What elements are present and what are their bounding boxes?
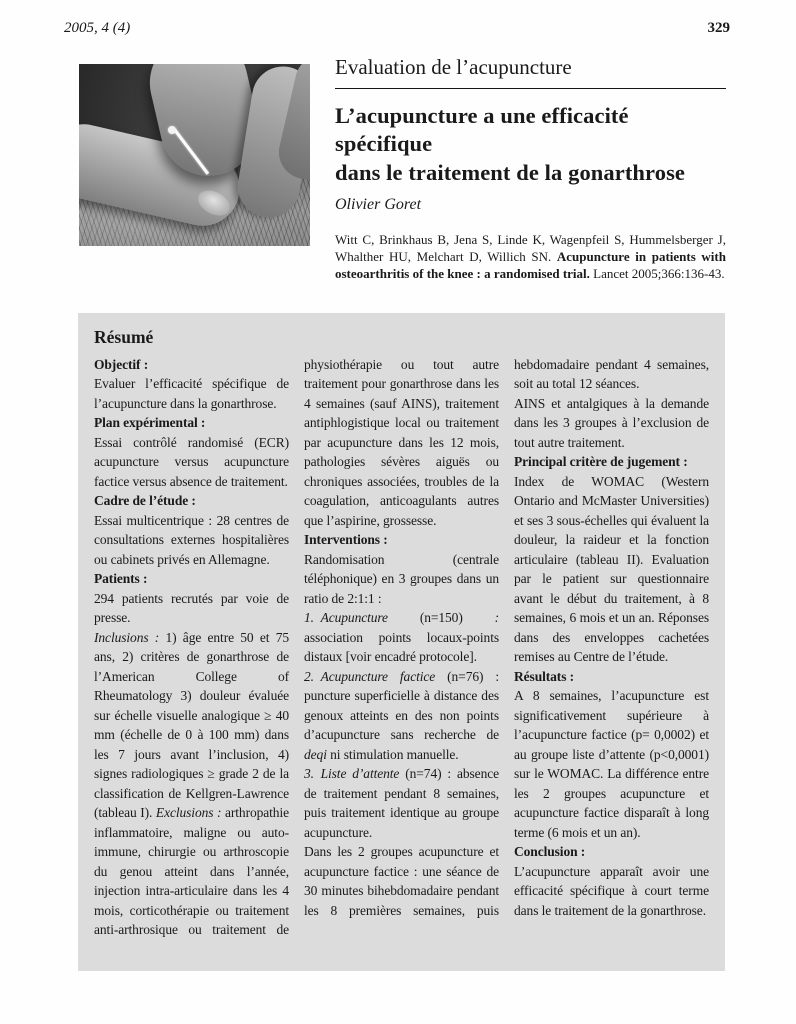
- resume-section-label: [514, 842, 709, 862]
- title-block: [335, 55, 726, 283]
- resume-section-label: [514, 667, 709, 687]
- title-rule: [335, 88, 726, 89]
- text-run: Randomisation (centrale téléphonique) en 3 groupes dans un ratio de 2:1:1 :: [304, 551, 499, 606]
- resume-paragraph: [94, 511, 289, 570]
- resume-section-label: [304, 530, 499, 550]
- text-run: A 8 semaines, l’acupuncture est significativement supérieure à l’acupuncture factice (p= 0,0002) et au groupe liste d’attente (p<0,0001) sur le WOMAC. La différence entre les 2 groupes acupuncture et acupuncture factice disparaît à long terme (6 mois et un an).: [514, 688, 709, 840]
- text-run: Essai contrôlé randomisé (ECR) acupuncture versus acupuncture factice versus absence de traitement.: [94, 434, 289, 489]
- acupuncture-needle-head-icon: [168, 126, 176, 134]
- text-run: Interventions :: [304, 532, 388, 547]
- text-run: Witt C, Brinkhaus B, Jena S, Linde K, Wagenpfeil S, Hummelsberger J, Whalther HU, Melchart D, Willich SN.: [335, 232, 726, 265]
- page-number: 329: [707, 20, 730, 36]
- resume-paragraph: [514, 686, 709, 842]
- resume-paragraph: [304, 667, 499, 765]
- resume-section-label: [94, 491, 289, 511]
- resume-paragraph: [94, 374, 289, 413]
- author-name: Olivier Goret: [335, 196, 422, 214]
- resume-columns: [94, 355, 709, 955]
- article-title: [335, 102, 726, 187]
- page-header: [0, 0, 796, 37]
- text-run: 3. Liste d’attente: [304, 766, 406, 781]
- article-title-line2: dans le traitement de la gonarthrose: [335, 159, 686, 185]
- resume-paragraph: [94, 589, 289, 628]
- text-run: Evaluer l’efficacité spécifique de l’acupuncture dans la gonarthrose.: [94, 376, 289, 411]
- resume-paragraph: [304, 764, 499, 842]
- resume-paragraph: [304, 550, 499, 609]
- journal-issue-ref: 2005, 4 (4): [64, 20, 131, 36]
- text-run: Résultats :: [514, 668, 575, 684]
- text-run: ni stimulation manuelle.: [326, 746, 459, 762]
- text-run: Cadre de l’étude :: [94, 493, 196, 508]
- citation-reference: [335, 231, 726, 282]
- article-title-line1: L’acupuncture a une efficacité spécifique: [335, 103, 629, 157]
- text-run: 2. Acupuncture factice: [304, 668, 448, 684]
- text-run: Conclusion :: [514, 844, 586, 859]
- section-title: Evaluation de l’acupuncture: [335, 55, 572, 79]
- text-run: Lancet 2005;366:136-43.: [593, 266, 725, 282]
- text-run: 1) âge entre 50 et 75 ans, 2) critères de gonarthrose de l’American College of Rheumatology 3) douleur évaluée sur échelle visuelle analogique ≥ 40 mm (échelle de 0 à 100 mm) dans les 7 jours avant l’inclusion, 4) signes radiologiques ≥ grade 2 de la classification de Kellgren-Lawrence (tableau I).: [94, 629, 289, 820]
- acupuncture-photo: [79, 64, 310, 246]
- resume-paragraph: [514, 862, 709, 921]
- text-run: arthropathie inflammatoire, maligne ou auto-immune, chirurgie ou arthroscopie du genou atteint dans l’année, injection intra-articulaire dans les 4 mois, corticothérapie ou traitement anti-arthrosique ou traitement de physiothérapie ou tout autre traitement pour gonarthrose dans les 4 semaines (sauf AINS), traitement antiphlogistique local ou traitement par acupuncture dans les 12 mois, pathologies sévères aiguës ou chroniques associées, troubles de la coagulation, anticoagulants autres que l’aspirine, grossesse.: [94, 356, 499, 937]
- text-run: Principal critère de jugement :: [514, 454, 688, 469]
- text-run: deqi: [304, 746, 327, 762]
- text-run: Dans les 2 groupes acupuncture et acupuncture factice : une séance de 30 minutes bihebdomadaire pendant les 8 premières semaines, puis hebdomadaire pendant 4 semaines, soit au total 12 séances.: [304, 356, 709, 918]
- text-run: Plan expérimental :: [94, 415, 206, 430]
- text-run: Objectif :: [94, 356, 149, 372]
- text-run: 294 patients recrutés par voie de presse.: [94, 590, 289, 625]
- resume-paragraph: [514, 472, 709, 667]
- text-run: Index de WOMAC (Western Ontario and McMaster Universities) et ses 3 sous-échelles qui évaluent la douleur, la raideur et la fonction articulaire (tableau II). Evaluation par le patient sur questionnaire avant le début du traitement, à 8 semaines, 6 mois et un an. Réponses dans des enveloppes cachetées remises au Centre de l’étude.: [514, 473, 709, 664]
- text-run: (n=74) : absence de traitement pendant 8 semaines, puis traitement identique au groupe acupuncture.: [304, 766, 500, 840]
- text-run: Inclusions :: [94, 629, 166, 645]
- resume-box: [78, 313, 725, 971]
- text-run: (n=76) : puncture superficielle à distance des genoux atteints en des non points d’acupuncture sans recherche de: [304, 668, 499, 742]
- article-header-section: [79, 55, 726, 283]
- text-run: association points locaux-points distaux [voir encadré protocole].: [304, 629, 499, 664]
- resume-section-label: [94, 413, 289, 433]
- text-run: Exclusions :: [155, 805, 225, 820]
- resume-section-label: [514, 452, 709, 472]
- resume-heading: Résumé: [94, 326, 154, 347]
- text-run: AINS et antalgiques à la demande dans les 3 groupes à l’exclusion de tout autre traitement.: [514, 395, 709, 450]
- text-run: Essai multicentrique : 28 centres de consultations externes hospitalières ou cabinets privés en Allemagne.: [94, 512, 289, 567]
- text-run: :: [494, 610, 499, 625]
- resume-paragraph: [94, 433, 289, 492]
- resume-section-label: [94, 569, 289, 589]
- text-run: Patients :: [94, 571, 148, 586]
- text-run: L’acupuncture apparaît avoir une efficacité spécifique à court terme dans le traitement de la gonarthrose.: [514, 863, 709, 918]
- text-run: Acupuncture in patients with osteoarthritis of the knee : a randomised trial.: [335, 249, 726, 282]
- resume-section-label: [94, 355, 289, 375]
- text-run: (n=150): [419, 610, 495, 625]
- text-run: 1. Acupuncture: [304, 610, 420, 625]
- resume-paragraph: [304, 608, 499, 667]
- resume-paragraph: [514, 394, 709, 453]
